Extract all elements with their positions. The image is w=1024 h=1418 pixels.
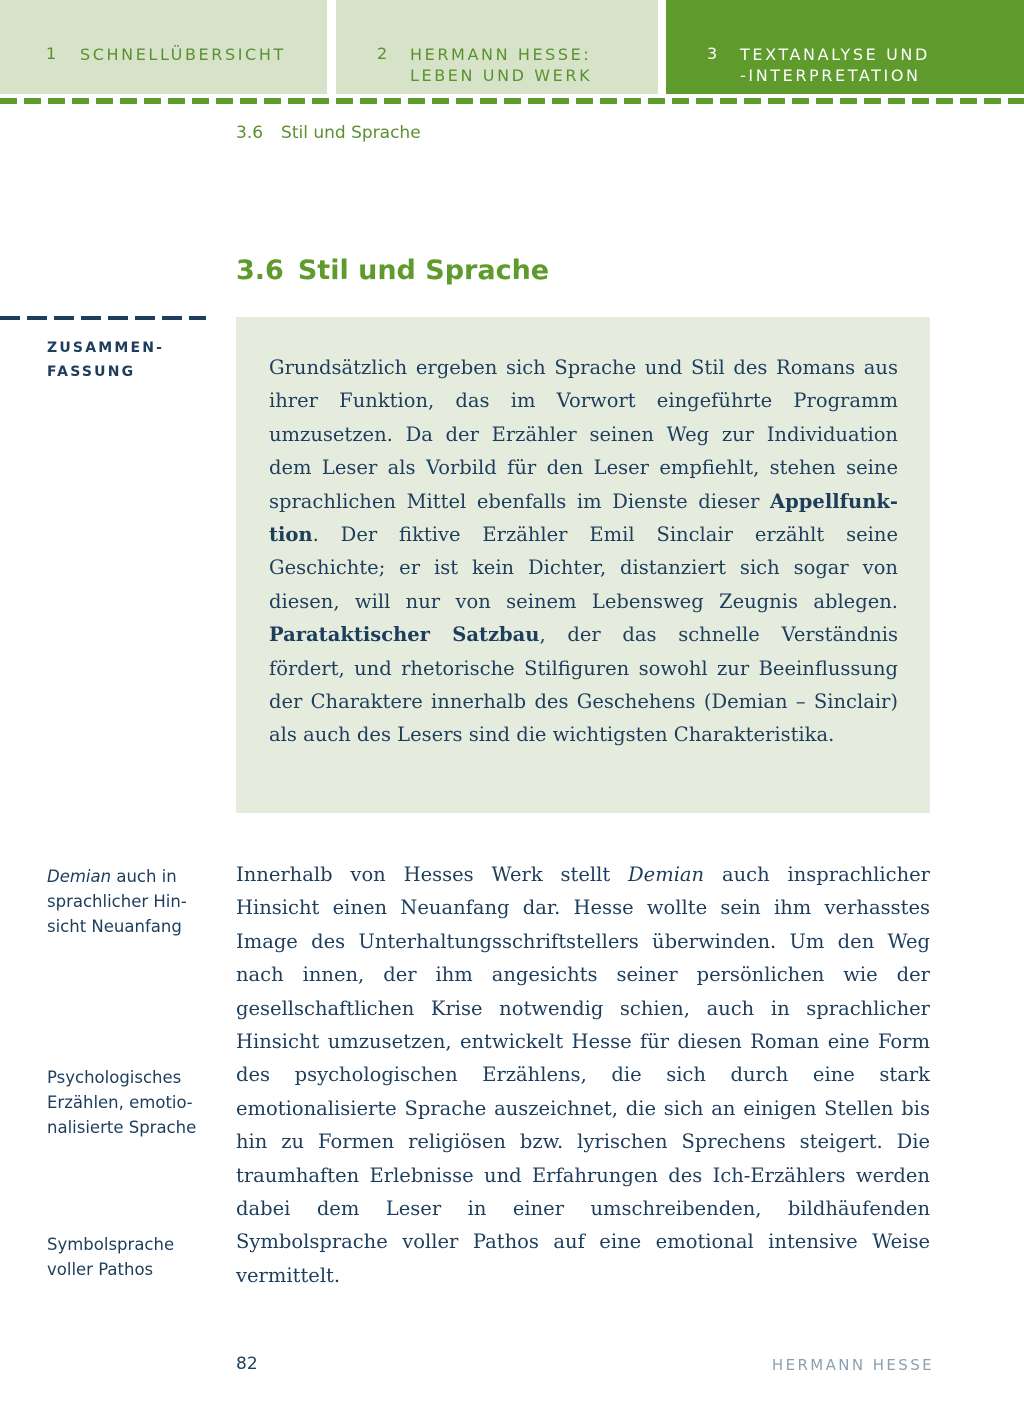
tab-label: HERMANN HESSE: LEBEN UND WERK [410,45,593,85]
margin-note-italic: Demian [47,867,112,886]
tab-leben-und-werk[interactable] [336,0,658,94]
summary-text-part: . Der fiktive Erzähler Emil Sinclair erzählt seine Geschichte; er ist kein Dichter, distanziert sich sogar von diesen, will nur von seinem Lebensweg Zeugnis ablegen. [269,523,898,613]
section-number: 3.6 [236,255,284,286]
tab-label: TEXTANALYSE UND -INTERPRETATION [740,45,930,85]
tab-number: 2 [377,44,390,63]
margin-note-symbolsprache: Symbolsprache voller Pathos [47,1235,175,1279]
body-paragraph [236,858,930,1292]
section-heading [236,255,549,286]
summary-label: ZUSAMMEN- FASSUNG [47,340,165,380]
running-head [236,123,421,143]
body-italic-title: Demian [628,863,705,886]
tab-schnelluebersicht[interactable] [0,0,327,94]
section-title: Stil und Sprache [297,255,550,286]
header-dashed-divider [0,98,1024,104]
running-head-number: 3.6 [236,123,264,143]
tab-label: SCHNELLÜBERSICHT [80,45,286,64]
body-text-part: Innerhalb von Hesses Werk stellt [236,863,629,886]
margin-note-psychologisch: Psychologisches Erzählen, emotionalisierte Sprache [47,1068,197,1137]
body-text-part: auch insprachlicher Hinsicht einen Neuanfang dar. Hesse wollte sein ihm verhasstes Image des Unterhaltungsschriftstellers überwinden. Um den Weg nach innen, der ihm angesichts seiner persönlichen wie der gesellschaftlichen Krise notwendig schien, auch in sprachlicher Hinsicht umzusetzen, entwickelt Hesse für diesen Roman eine Form des psychologischen Erzählens, die sich durch eine stark emotionalisierte Sprache auszeichnet, die sich an einigen Stellen bis hin zu Formen religiösen bzw. lyrischen Sprechens steigert. Die traumhaften Erlebnisse und Erfahrungen des Ich-Erzählers werden dabei dem Leser in einer umschreibenden, bildhäufenden Symbolsprache voller Pathos auf eine emotional intensive Weise vermittelt. [236,863,930,1287]
margin-note-neuanfang [47,864,212,939]
tab-textanalyse[interactable] [666,0,1024,94]
summary-text [269,351,898,752]
summary-text-part: Grundsätzlich ergeben sich Sprache und Stil des Romans aus ihrer Funktion, das im Vorwort eingeführte Programm umzusetzen. Da der Erzähler seinen Weg zur Individuation dem Leser als Vorbild für den Leser empfiehlt, stehen seine sprachlichen Mittel ebenfalls im Dienste dieser [269,356,898,513]
tab-number: 1 [46,44,59,63]
tab-number: 3 [707,44,720,63]
running-head-title: Stil und Sprache [281,123,421,143]
margin-note-text: auch in sprachlicher Hinsicht Neuanfang [47,867,187,936]
footer-book-title: HERMANN HESSE [771,1356,934,1374]
page-number: 82 [236,1354,258,1374]
summary-box [236,317,930,813]
summary-bold-term: Appellfunktion [269,489,898,547]
summary-bold-term: Parataktischer Satzbau [269,623,540,647]
summary-dashed-divider [0,316,206,320]
summary-text-part: , der das schnelle Verständnis fördert, und rhetorische Stilfiguren sowohl zur Beeinflussung der Charaktere innerhalb des Geschehens (Demian – Sinclair) als auch des Lesers sind die wichtigsten Charakteristika. [269,623,898,747]
